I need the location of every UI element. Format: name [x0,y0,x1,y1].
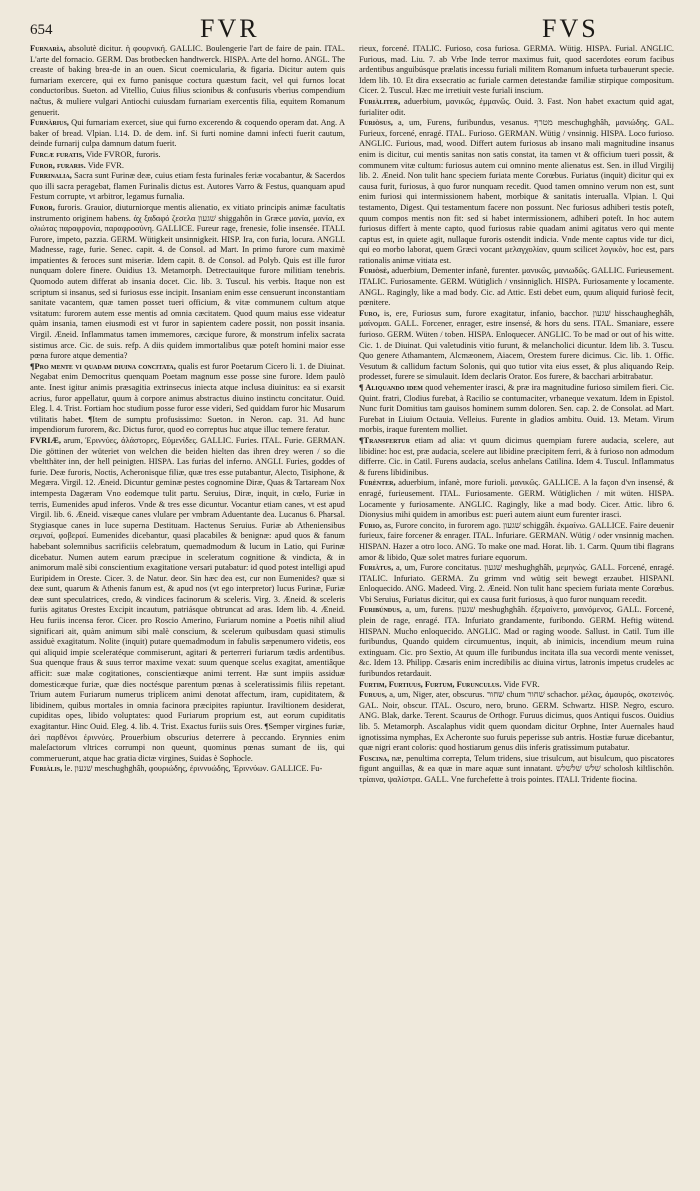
entry-text: Sacra sunt Furinæ deæ, cuius etiam festa furinales feriæ vocabantur, & Sacerdos quo illi sacra peragebat, flamen Furinalis dictus est. Autores Varro & Festus, quanquam apud Festum corrupte, vt arbitror, legamus furnalia. [30,171,345,202]
entry-headword: Furuus, [359,690,387,700]
entry-text: a, um, Niger, ater, obscurus. שׁחור chum שׁחור schachor. μέλας, ἀμαυρός, σκοτεινός. GAL. Noir, obscur. ITAL. Oscuro, nero, bruno. GERM. Schwartz. HISP. Negro, escuro. ANG. Blak, darke. Terent. Scaurus de Orthogr. Furuus dicimus, quos Antiqui fuscos. Ouidius lib. 5. Metamorph. Ascalaphus vidit quem quondam dicitur Orphne, Inter Auernales haud ignotissima nymphas, Ex Acheronte suo furuis peperisse sub antris. Hostiæ furuæ dicebantur, quæ nigri erant coloris: quod hostiarum genus diis inferis gratissimum putabatur. [359,690,674,753]
entry-headword: Furio, [359,520,382,530]
entry-headword: Furo, [359,308,380,318]
entry-text: aduerbium, infanè, more furioli. μανικῶς. GALLICE. A la façon d'vn insensé, & enragé, furieusement. ITAL. Furiosamente. GERM. Wütiglichen / mit wüten. HISPA. Locamente y furiosamente. ANGLIC. Ragingly, like a mad body. Cicer. Attic. libro 6. Dionysius mihi quidem in amoribus est: puerì autem aiunt eum furenter irasci. [359,478,674,520]
two-column-body [30,44,674,1184]
entry-text: rieux, forcené. ITALIC. Furioso, cosa furiosa. GERMA. Wütig. HISPA. Furial. ANGLIC. Furious, mad. Liu. 7. ab Vrbe Inde terror maximus fuit, quod sacerdotes eorum facibus ardentibus anguibúsque prælatis incessu furiali militem Romanum infueta turbauerunt specie. Idem lib. 10. Et dira exsecratio ac furiale carmen detestandæ familiæ stirpique compositum. Cicer. 2. Tuscul. Hæc me irretiuit veste furiali inscium. [359,44,674,96]
entry-text: Vide FVR. [503,679,540,689]
dictionary-entry [359,44,674,97]
entry-headword: Furiàlis, [30,764,63,774]
entry-text: is, ere, Furiosus sum, furore exagitatur, infanio, bacchor. שׁגעון hisschaugheghâh, μαίνομαι. GALL. Forcener, enrager, estre insensé, & hors du sens. ITAL. Smaniare, essere furioso. GERM. Wüten / toben. HISPA. Enloquecer. ANGLIC. To be mad or out of his witte. Cic. 1. de Diuinat. Qui valetudinis vitio furunt, & melancholici dicuntur. Idem lib. 3. Tuscu. Quo genere Athamantem, Alcmæonem, Aiacem, Orestem furere dicimus. Cic. lib. 1. Offic. Vesutum & callidum factum Solonis, qui quo tutior vita eius esset, & plus aliquando Reip. prodesset, furere se simulauit. Idem declaris Orator. Eos furere, & bacchari arbitrabatur. [359,308,674,382]
entry-headword: Furnàrius, [30,118,69,128]
entry-headword: ¶ Aliquando idem [359,383,423,392]
entry-headword: FVRIÆ, [30,435,61,445]
dictionary-entry [30,171,345,203]
entry-text: aduerbium, μανικῶς, ἐμμανῶς. Ouid. 3. Fast. Non habet exactum quid agat, furialiter odit. [359,96,674,117]
dictionary-entry [359,266,674,308]
entry-text: quod vehementer irasci, & præ ira magnitudine furioso similem fieri. Cic. Quint. fratri, Clodius furebat, à Racilio se contumaciter, vrbaneque vexatum. Idem in Epistol. Nunc furit Domitius tam gauisos hominem summ doloren. Sen. cap. 2. de Consolat. ad Mart. Furebat in Liuium Octauia. Velleius. Furente in gladios ambitu. Ouid. 13. Metam. Virum morbis, iraque furentem molliet. [359,383,674,435]
entry-headword: Furiòsè, [359,266,390,276]
dictionary-entry [30,118,345,150]
entry-headword: Furtim, Furtiuus, Furtum, Furunculus. [359,679,502,689]
entry-text: furoris. Grauior, diuturniorque mentis alienatio, ex vitiato principis animæ facultatis instrumento originem habens. ἀχ ξαδαφό ζεσελα שׁגעון shiggahôn in Græce μανία, μανία, ex ολιώτας παραφρονία, παραφροσύνη. GALLICE. Fureur rage, frenesie, folie insensée. ITALI. Furore, impeto, pazzia. GERM. Wütigkeit unsinnigkeit. HISP. Ira, con furia, locura. ANGLI. Madnesse, rage, furie. Senec. capit. 4. de Consol. ad Mart. In primo furore cum maximè impatientes & feroces sunt miseriæ. Idem capit. 8. de Consol. ad Polyb. Quis est ille furor nunquam dolere finere. Ouidius 13. Metamorph. Detrectauitque furore militiam tenebris. Quomodo autem differat ab insania docet. Cic. lib. 3. Tuscul. his verbis. Itaque non est scriptum si insanus, sed si furiosus esse incipit. Insaniam enim esse censuerunt inconstantiam sanitate vacantem, quæ tamen posset tueri officium, & vitæ communem cultum atque vsitatum: furorem autem esse mentis ad omnia cæcitatem. Quod quum maius esse videatur quàm insania, tamen eiusmodi est vt furor in sapientem cadere possit, non possit insania. Virgil. Æneid. Inflammatus tamen immemores, cæcique furore, & monstrum infelix sacrata sistimus arce. Cic. de suis. refp. A diis quidem immortalibus quæ poteſt homini maior esse pœna furore atque dementia? [30,202,345,361]
dictionary-entry [359,754,674,786]
page-header [30,14,674,43]
entry-text: absolutè dicitur. ἡ φουρνική. GALLIC. Boulengerie l'art de faire de pain. ITAL. L'arte del fornacio. GERM. Das brotbecken handtwerck. HISPA. Arte del horno. ANGL. The creaste of baking brea-de in an ouen. Sicut coemicularia, & figaria. Dicitur autem quis furnariam exercere, qui ex furno panisque coctura quæstum facit, vel qui furnos locat conductoribus. Sueton. ad Vitellio, Cuius filius scionibus & confusuris vberius compendium naĉtus, & muliere vulgari Antiochi cuiusdam furnariam exercentis filia, equitem Romanum genuerit. [30,44,345,117]
dictionary-entry [359,97,674,118]
entry-headword: Furor, [30,202,55,212]
dictionary-entry [30,436,345,764]
dictionary-entry [30,150,345,161]
dictionary-entry [30,44,345,118]
entry-text: as, Furore concito, in furorem ago. שׁגעון schiggâh. ἐκμαίνω. GALLICE. Faire deuenir furieux, faire forcener & enrager. ITAL. Infuriare. GERMAN. Wütig / oder vnsinnig machen. HISPAN. Hazer a otro loco. ANG. To make one mad. Horat. lib. 1. Carm. Quum tibi flagrans amor & libido, Quæ solet matres furiare equorum. [359,520,674,562]
entry-headword: Furènter, [359,478,396,488]
entry-text: qualis est furor Poetarum Cicero li. 1. de Diuinat. Negabat enim Democritus quenquam Poetam magnum esse posse sine furore. Idem paulò ante. Inest igitur animis præsagitia extrinsecus iniecta atque inclusa diuinitus: ea si exarsit acrius, furor appellatur, quum à corpore animus abstractus diuino instinctu concitatur. Ouid. Eleg. l. 4. Trist. Fortiam hoc studium posse furor esse videri, Sed quiddam furor hic Musarum vtilitatis habet. ¶Item de sumptu profusissimo: Sueton. in Neron. cap. 31. Ad hunc impendiorum furorem, &c. Dictus furor, quod eo correptus huc atque illuc temere feratur. [30,361,345,435]
right-column [359,44,674,1184]
entry-headword: Furiàliter, [359,96,401,106]
dictionary-entry [359,690,674,754]
dictionary-entry [30,764,345,775]
dictionary-entry [359,309,674,383]
dictionary-entry [30,362,345,436]
running-head-left: FVR [200,14,260,43]
dictionary-entry [30,203,345,362]
entry-headword: Furiòsus, [359,118,393,128]
entry-text: arum, Ἐριννύες, ἀλάστορες, Εὐμενίδες. GALLIC. Furies. ITAL. Furie. GERMAN. Die göttinen der wüteriet von welchen die beiden hielten das ihren drey weren / so die vbeltthäter inn, der hell peinigten. HISPA. Las furias del inferno. ANGLI. Furies, goddes of furie. Deæ furoris, Noctis, Acheronisque filiæ, quæ tres esse putabantur, Alecto, Tisiphone, & Megæra. Virgil. 12. Æneid. Dicuntur geminæ pestes cognomine Diræ, Quas & Tartaream Nox intempesta Dagæram Vno eodemque tulit partu. Seruius, Diræ, inquit, in cœlo, Furiæ in terris, Eumenides apud inferos. Vnde & tres esse dicuntur. Vocantur etiam canes, vt est apud Virgil. lib. 6. Æneid. visæque canes vlulare per vmbram Aduentante dea. Lucanus 6. Pharsal. Stygiasque canes in luce superna Destituam. Hactenus Seruius. Furiæ ab Atheniensibus σεμναί, φοβεραί. Eumenides dicebantur, quasi placabiles & benignæ: apud quos & fanum habebant solemnibus sacrificiis celebratum, quemadmodum & lucum in Latio, qui Furinæ dicebatur. Numen autem earum præcipue in sceleratum cognitione & vindicta, & in animorum malè sibi conscientium exagitatione versari putabatur: id quod potest intelligi apud Euripidem in Oreste. Cicer. 3. de Natur. deor. Sin hæc dea est, cur non Eumenides? quæ si deæ sunt, quarum & Athenis fanum est, & apud nos (vt ego interpretor) lucus Furinæ, Furiæ deæ sunt speculatrices, credo, & vindices facinorum & sceleris. Virg. 3. Æneid. & sceleris furiis agitatus Orestes Excipit incautum, patriásque obtruncat ad aras. Idem lib. 4. Æneid. Heu furiis incensa feror. Cicer. pro Roscio Amerino, Furiarum nomine a Poetis nihil aliud significari ait, quàm animum sibi malè conscium, & scelerum quibusdam quasi stimulis assiduè exagitatum. Nolite (inquit) putare quemadmodum in fabulis sæpenumero videtis, eos qui aliquid impie sceleratéque commiserunt, agitari & perterreri furiarum tædis ardentibus. Sua quenque fraus & suus terror maxime vexat: suum quenque scelus exagitat, amentiâque afficit: suæ malæ cogitationes, conscientiæque animi terrent. Hæ sunt impiis assiduæ domesticæque furiæ, quæ dies noctésque parentum pœnas à sceleratissimis filiis repetant. Trium autem Furiarum numerus triplicem animi denotat affectum, iram, cupiditatem, & libidinem, quibus mortales in omnia facinora præcipites rapiuntur. Iraviltionem desiderat, cupiditas opes, libido voluptates: quod Furiarum proprium est, aut eorum cupiditatis exagitantur. Hinc Ouid. Eleg. 4. lib. 4. Trist. Exactus furiis suis Ores. ¶Semper virgines furiæ, ἀεὶ παρθένοι ἐριννύες. Prouerbium obscurius deterrere à peccando. Erynnies enim maleſactorum vltrices corrumpi non queunt, quominus pœnas sumant de iis, qui commeruerunt, atque hac gratia dictæ virgines, Suidas è Sophocle. [30,435,345,763]
entry-headword: Furrinalia, [30,171,72,181]
entry-headword: Furor, furaris. [30,160,86,170]
dictionary-entry [359,605,674,679]
entry-text: Qui furnariam exercet, siue qui furno excerendo & coquendo operam dat. Ang. A baker of bread. Vlpian. l.14. D. de dem. inf. Si furti nomine damni infecti fuerit cautum, deinde furnarij culpa damnum datum fuerit. [30,118,345,149]
page-number: 654 [30,22,53,38]
entry-headword: Furnarìa, [30,44,66,53]
entry-headword: ¶Pro mente vi quadam diuina concitata, [30,361,176,371]
entry-text: aduerbium, Dementer infanè, furenter. μανικῶς, μανιωδῶς. GALLIC. Furieusement. ITALIC. Furiosamente. GERM. Wütiglich / vnsinniglich. HISPA. Furiosamente y locamente. ANGL. Ragingly, like a mad body. Cic. ad Attic. Esti debet eum, quum aliquid furiosè fecit, pœnitere. [359,266,674,308]
dictionary-entry [359,478,674,520]
entry-headword: Furibúndus, [359,605,402,615]
entry-headword: Furcæ furatis, [30,149,85,159]
running-head-right: FVS [542,14,599,43]
dictionary-entry [359,118,674,266]
entry-headword: ¶Transfertur [359,435,410,445]
dictionary-entry [359,563,674,605]
entry-headword: Fuscina, [359,753,390,763]
dictionary-entry [30,161,345,172]
entry-text: Vide FVROR, furoris. [86,149,161,159]
entry-text: Vide FVR. [87,160,124,170]
dictionary-entry [359,383,674,436]
dictionary-entry [359,521,674,563]
entry-text: etiam ad alia: vt quum dicimus quempiam furere audacia, scelere, aut libidine: hoc est, præ audacia, scelere aut libidine præcipitem ferri, & à furioso non admodum differre. Cic. in Catil. Furens audacia, scelus anhelans Catilina. Idem 4. Tuscul. Inflammatus & furens libidinibus. [359,435,674,477]
left-column [30,44,345,1184]
dictionary-entry [359,680,674,691]
entry-text: a, um, furens. שׁגעון meshughghâh. ἐξεμαίνετο, μαινόμενος. GALL. Forcené, plein de rage, enragé. ITA. Infuriato grandamente, furibondo. GERM. Heftig wütend. HISPAN. Mucho enloquecido. ANGLIC. Mad or raging woode. Sallust. in Catil. Tum ille furibundus, Quando quidem circumuentus, inquit, ab inimicis, incendium meum ruina extinguam. Cic. pro Sextio, At quum ille furibundus incitata illa sua vecordi mente venisset, &c. Idem 13. Philipp. Cæsaris enim incredibilis ac diuina virtus, latronis impetus crudeles ac furibundos retardauit. [359,605,674,679]
dictionary-entry [359,436,674,478]
entry-text: næ, penultima correpta, Telum tridens, siue trisulcum, aut bisulcum, quo piscatores figunt anguillas, & ea quæ in mare aquæ sunt innatant. שׁלשׁ שׁלשׁלש scholosh kiltlischôn. τρίαινα, ψαλίστρα. GALL. Vne furchefette à trois pointes. ITALI. Tridente fiocina. [359,753,674,784]
entry-text: a, um, Furens, furibundus, vesanus. מטרף meschughghâh, μανιώδης. GAL. Furieux, forcené, enragé. ITAL. Furioso. GERMAN. Wütig / vnsinnig. HISPA. Loco furioso. ANGLIC. Furious, mad, wood. Differt autem furiosus ab insano mali magnitudine insanus enim is dicitur, cui mentis sanitas non satis constat, ita tamen vt & officium tueri possit, & communem vitæ cultum: furiosus autem cui omnino mente alienatus est. Sen. in illud Virgilij lib. 2. Æneid. Non tulit hanc speciem furiata mente Corœbus. Furiatus (inquit) dicitur qui ex causa furit, furiosus, à quo furor nunquam recedit. Quod tamen omnino verum non est, sunt enim furiosi qui intermissionem habent, morbique & sanitatis interualla. Vlpian. l. Qui testamento, Digest. Qui testamentum facere non possunt. Nec furiosus adhiberi testis poteſt, quum compos mentis non fit: sed si habet intermissionem, adhiberi poteſt. In hoc autem furiosus differt à mente capto, quod furiosus rabie quadam animi agitatus vero qui mente captus est, in quiete agit, nullaque furoris ostendit indicia. Vnde mente captus vide tur dici, qui eo morbo laborat, quem Græci vocant μελαγχολίαν, quum scilicet λογικὸν, hoc est, pars rationalis animæ vitiata est. [359,118,674,265]
entry-text: a, um, Furore concitatus. שׁגעון meshughghâh, μεμηνώς. GALL. Forcené, enragé. ITALIC. Infuriato. GERMA. Zu grimm vnd wütig seit bewegt erzaubet. HISPANI. Enloquecido. ANG. Madeed. Virg. 2. Æneid. Non tulit hanc speciem furiata mente Corœbus. Vbi Seruius, Furiatus dicitur, qui ex causa furit furiosus, à quo furor nunquam recedit. [359,563,674,604]
entry-headword: Furiàtus, [359,563,394,573]
entry-text: le. שׁגעון meschughghâh, φουριώδης, ἐριννυώδης, Ἐριννύων. GALLICE. Fu- [64,764,323,774]
